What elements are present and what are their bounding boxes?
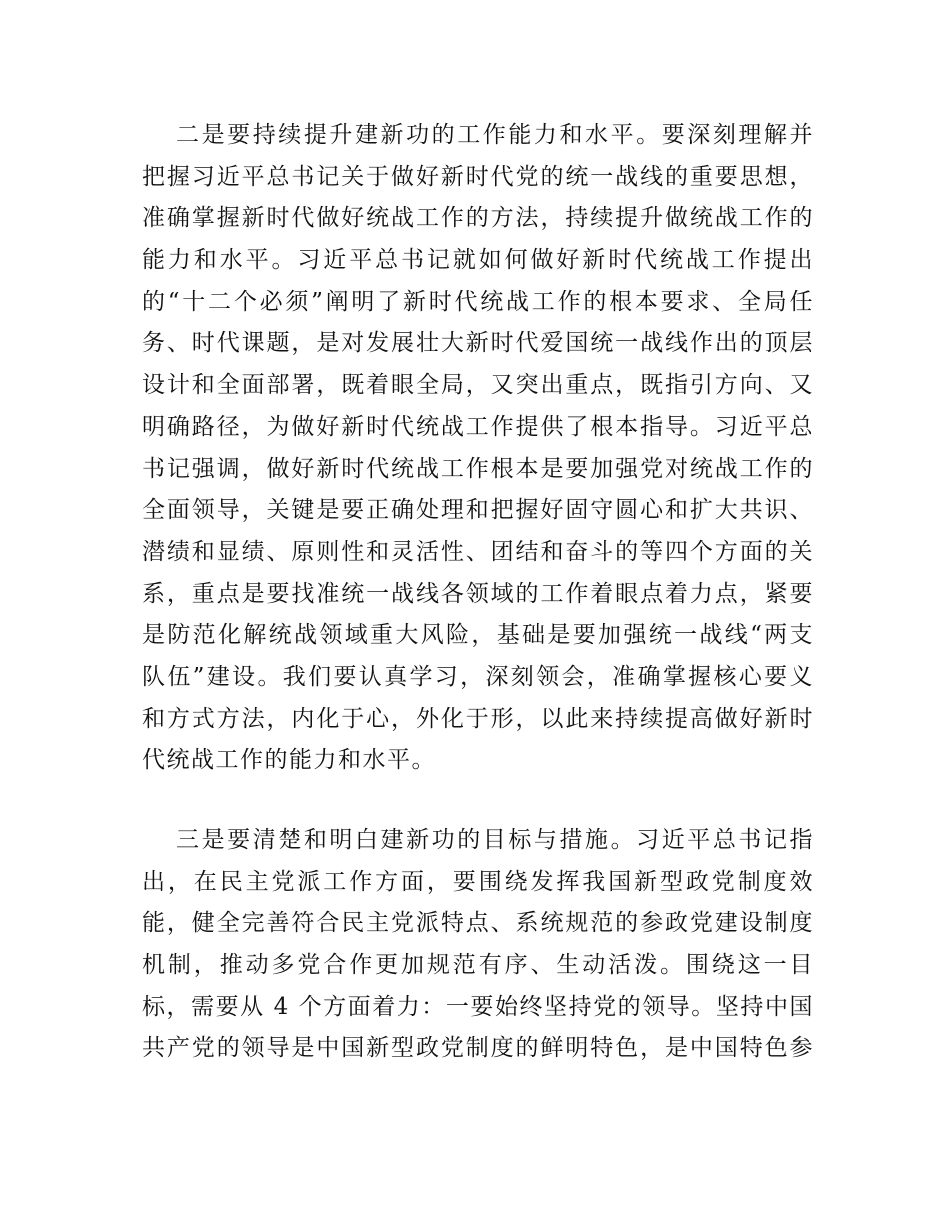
- paragraph-line: 潜绩和显绩、原则性和灵活性、团结和奋斗的等四个方面的关: [142, 538, 814, 565]
- paragraph-line: 把握习近平总书记关于做好新时代党的统一战线的重要思想，: [142, 163, 814, 190]
- paragraph-line: 系，重点是要找准统一战线各领域的工作着眼点着力点，紧要: [142, 580, 814, 607]
- paragraph-line: 是防范化解统战领域重大风险，基础是要加强统一战线“两支: [142, 622, 814, 649]
- paragraph-goal-measures: [142, 820, 814, 1070]
- paragraph-line: 设计和全面部署，既着眼全局，又突出重点，既指引方向、又: [142, 372, 814, 399]
- paragraph-line: 三是要清楚和明白建新功的目标与措施。习近平总书记指: [176, 827, 814, 853]
- paragraph-line: 书记强调，做好新时代统战工作根本是要加强党对统战工作的: [142, 455, 814, 482]
- paragraph-line: 标，需要从 4 个方面着力：一要始终坚持党的领导。坚持中国: [142, 993, 814, 1020]
- paragraph-line: 的“十二个必须”阐明了新时代统战工作的根本要求、全局任: [142, 288, 814, 315]
- paragraph-line: 能，健全完善符合民主党派特点、系统规范的参政党建设制度: [142, 910, 814, 937]
- paragraph-line: 队伍”建设。我们要认真学习，深刻领会，准确掌握核心要义: [142, 663, 814, 690]
- paragraph-line: 能力和水平。习近平总书记就如何做好新时代统战工作提出: [142, 247, 814, 274]
- paragraph-line: 机制，推动多党合作更加规范有序、生动活泼。围绕这一目: [142, 952, 814, 979]
- paragraph-line: 出，在民主党派工作方面，要围绕发挥我国新型政党制度效: [142, 868, 814, 895]
- paragraph-line: 代统战工作的能力和水平。: [142, 747, 436, 774]
- paragraph-line: 共产党的领导是中国新型政党制度的鲜明特色，是中国特色参: [142, 1035, 814, 1062]
- paragraph-line: 明确路径，为做好新时代统战工作提供了根本指导。习近平总: [142, 413, 814, 440]
- paragraph-line: 和方式方法，内化于心，外化于形，以此来持续提高做好新时: [142, 705, 814, 732]
- paragraph-line: 准确掌握新时代做好统战工作的方法，持续提升做统战工作的: [142, 205, 814, 232]
- paragraph-line: 务、时代课题，是对发展壮大新时代爱国统一战线作出的顶层: [142, 330, 814, 357]
- paragraph-line: 二是要持续提升建新功的工作能力和水平。要深刻理解并: [176, 122, 814, 148]
- paragraph-goal-ability: [142, 115, 814, 782]
- paragraph-line: 全面领导，关键是要正确处理和把握好固守圆心和扩大共识、: [142, 497, 814, 524]
